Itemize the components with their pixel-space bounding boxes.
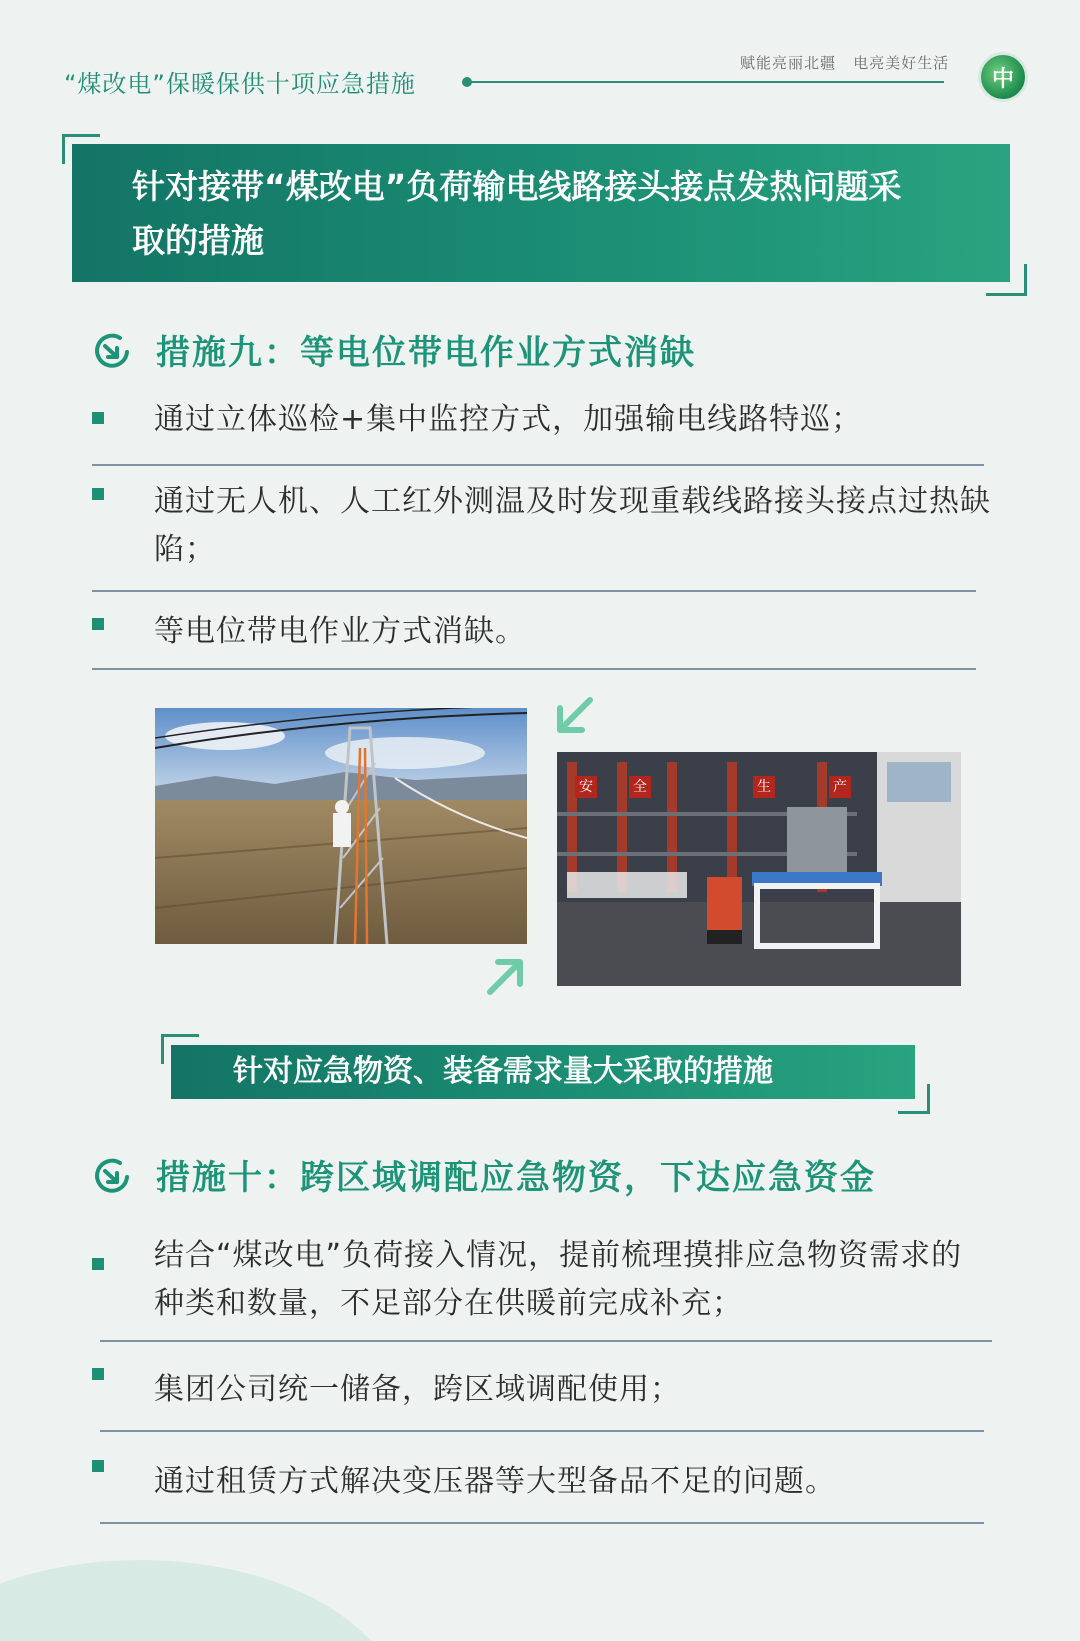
bullet-square-icon (92, 1460, 104, 1472)
warehouse-photo (557, 752, 961, 986)
warehouse-sign: 生 (753, 776, 775, 798)
circle-arrow-icon (92, 330, 132, 370)
field-tower-illustration (155, 708, 527, 944)
banner-coal-to-electric-measures (72, 144, 1010, 282)
corner-arrow-icon (482, 952, 528, 998)
bullet-square-icon (92, 488, 104, 500)
banner1-line2: 取的措施 (132, 221, 264, 260)
bullet-square-icon (92, 618, 104, 630)
divider (92, 464, 984, 466)
banner-emergency-supplies-measures (171, 1045, 915, 1099)
list-item-text: 通过无人机、人工红外测温及时发现重载线路接头接点过热缺陷； (154, 484, 991, 567)
divider (100, 1340, 992, 1342)
list-item-text: 集团公司统一储备，跨区域调配使用； (154, 1372, 681, 1407)
banner2-text: 针对应急物资、装备需求量大采取的措施 (233, 1054, 773, 1089)
section10-title: 措施十：跨区域调配应急物资，下达应急资金 (156, 1158, 876, 1198)
bullet-square-icon (92, 1368, 104, 1380)
divider (92, 590, 976, 592)
list-item-text: 结合“煤改电”负荷接入情况，提前梳理摸排应急物资需求的种类和数量，不足部分在供暖前完成补充； (154, 1238, 963, 1321)
list-item-text: 通过立体巡检+集中监控方式，加强输电线路特巡； (154, 402, 863, 437)
section10-heading (92, 1150, 876, 1199)
circle-arrow-icon (92, 1155, 132, 1195)
company-logo (978, 52, 1028, 102)
banner2-corner-bottom-right (898, 1084, 930, 1114)
header-slogan: 赋能亮丽北疆 电亮美好生活 (740, 54, 950, 72)
header-rule (466, 81, 944, 83)
bullet-square-icon (92, 412, 104, 424)
section9-heading (92, 325, 696, 374)
list-item-text: 等电位带电作业方式消缺。 (154, 614, 526, 649)
section9-title: 措施九：等电位带电作业方式消缺 (156, 333, 696, 373)
header-title: “煤改电”保暖保供十项应急措施 (64, 70, 416, 98)
corner-arrow-icon (552, 694, 598, 740)
live-line-work-photo (155, 708, 527, 944)
divider (100, 1430, 984, 1432)
warehouse-sign: 全 (629, 776, 651, 798)
divider (92, 668, 976, 670)
banner1-line1: 针对接带“煤改电”负荷输电线路接头接点发热问题采 (132, 167, 902, 206)
bullet-square-icon (92, 1258, 104, 1270)
banner1-corner-bottom-right (986, 264, 1027, 296)
list-item-text: 通过租赁方式解决变压器等大型备品不足的问题。 (154, 1464, 836, 1499)
decorative-blob (0, 1560, 400, 1641)
divider (100, 1522, 984, 1524)
logo-glyph: 中 (991, 66, 1014, 92)
warehouse-sign: 安 (575, 776, 597, 798)
warehouse-sign: 产 (829, 776, 851, 798)
